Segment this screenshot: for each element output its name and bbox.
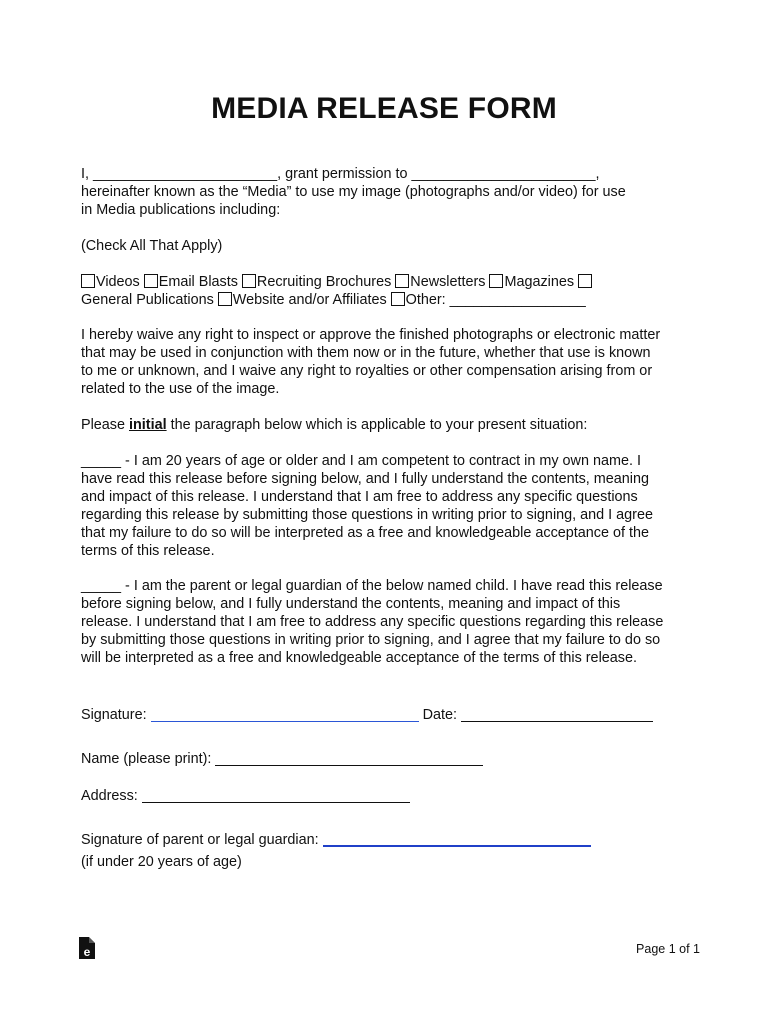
general-publications-checkbox[interactable] (578, 274, 592, 288)
magazines-label: Magazines (504, 274, 575, 290)
magazines-checkbox[interactable] (489, 274, 503, 288)
guardian-note: (if under 20 years of age) (81, 854, 242, 870)
adult-initial-blank[interactable]: _____ (81, 453, 122, 469)
adult-paragraph-text: - I am 20 years of age or older and I am competent to contract in my own name. I have read this release before signing below, and I fully understand the contents, meaning and impact of this release. I understand that I am free to address any specific questions regarding this release by submitting those questions in writing prior to signing, and I agree that my failure to do so will be interpreted as a free and knowledgeable acceptance of the terms of this release. (81, 453, 653, 559)
initial-text-before: Please (81, 417, 129, 433)
other-blank[interactable]: _________________ (449, 292, 586, 308)
intro-text-grant: , grant permission to (277, 166, 412, 182)
intro-text-comma: , (595, 166, 600, 182)
newsletters-label: Newsletters (410, 274, 486, 290)
waiver-paragraph: I hereby waive any right to inspect or approve the finished photographs or electronic matter that may be used in conjunction with them now or in the future, whether that use is known to me or unknown, and I waive any right to royalties or other compensation arising from or related to the use of the image. (81, 327, 661, 397)
email-blasts-checkbox[interactable] (144, 274, 158, 288)
name-field[interactable] (215, 751, 483, 766)
signature-field[interactable] (151, 707, 419, 722)
grantee-name-blank[interactable]: _______________________ (411, 166, 596, 182)
check-all-label: (Check All That Apply) (81, 238, 223, 254)
guardian-paragraph-text: - I am the parent or legal guardian of the below named child. I have read this release before signing below, and I fully understand the contents, meaning and impact of this release. I understand that I am free to address any specific questions regarding this release by submitting those questions in writing prior to signing, and I agree that my failure to do so will be interpreted as a free and knowledgeable acceptance of the terms of this release. (81, 578, 664, 666)
newsletters-checkbox[interactable] (395, 274, 409, 288)
guardian-signature-row (81, 831, 701, 849)
intro-paragraph (81, 165, 681, 219)
other-label: Other: (405, 292, 450, 308)
initial-emphasis: initial (129, 417, 167, 433)
other-checkbox[interactable] (391, 292, 405, 306)
initial-instruction (81, 416, 681, 434)
guardian-initial-blank[interactable]: _____ (81, 578, 122, 594)
recruiting-brochures-checkbox[interactable] (242, 274, 256, 288)
email-blasts-label: Email Blasts (158, 274, 238, 290)
website-checkbox[interactable] (218, 292, 232, 306)
svg-text:e: e (83, 945, 91, 959)
intro-text-i: I, (81, 166, 93, 182)
form-title: MEDIA RELEASE FORM (211, 92, 557, 125)
date-label: Date: (418, 707, 462, 723)
guardian-signature-field[interactable] (323, 831, 591, 847)
eforms-logo-icon (78, 936, 96, 960)
intro-text-line3: in Media publications including: (81, 202, 281, 218)
signature-row (81, 706, 701, 724)
initial-text-after: the paragraph below which is applicable to your present situation: (166, 417, 588, 433)
grantor-name-blank[interactable]: _______________________ (93, 166, 278, 182)
recruiting-brochures-label: Recruiting Brochures (256, 274, 392, 290)
general-publications-label: General Publications (81, 292, 214, 308)
date-field[interactable] (461, 707, 653, 722)
videos-label: Videos (96, 274, 140, 290)
name-row (81, 750, 701, 768)
videos-checkbox[interactable] (81, 274, 95, 288)
address-label: Address: (81, 788, 142, 804)
name-label: Name (please print): (81, 751, 216, 767)
guardian-signature-label: Signature of parent or legal guardian: (81, 832, 323, 848)
page-number: Page 1 of 1 (636, 942, 700, 956)
media-options (81, 273, 701, 309)
signature-label: Signature: (81, 707, 151, 723)
address-row (81, 787, 701, 805)
website-label: Website and/or Affiliates (232, 292, 387, 308)
adult-paragraph (81, 452, 666, 560)
guardian-paragraph (81, 577, 666, 667)
intro-text-line2: hereinafter known as the “Media” to use my image (photographs and/or video) for use (81, 184, 626, 200)
address-field[interactable] (142, 788, 410, 803)
